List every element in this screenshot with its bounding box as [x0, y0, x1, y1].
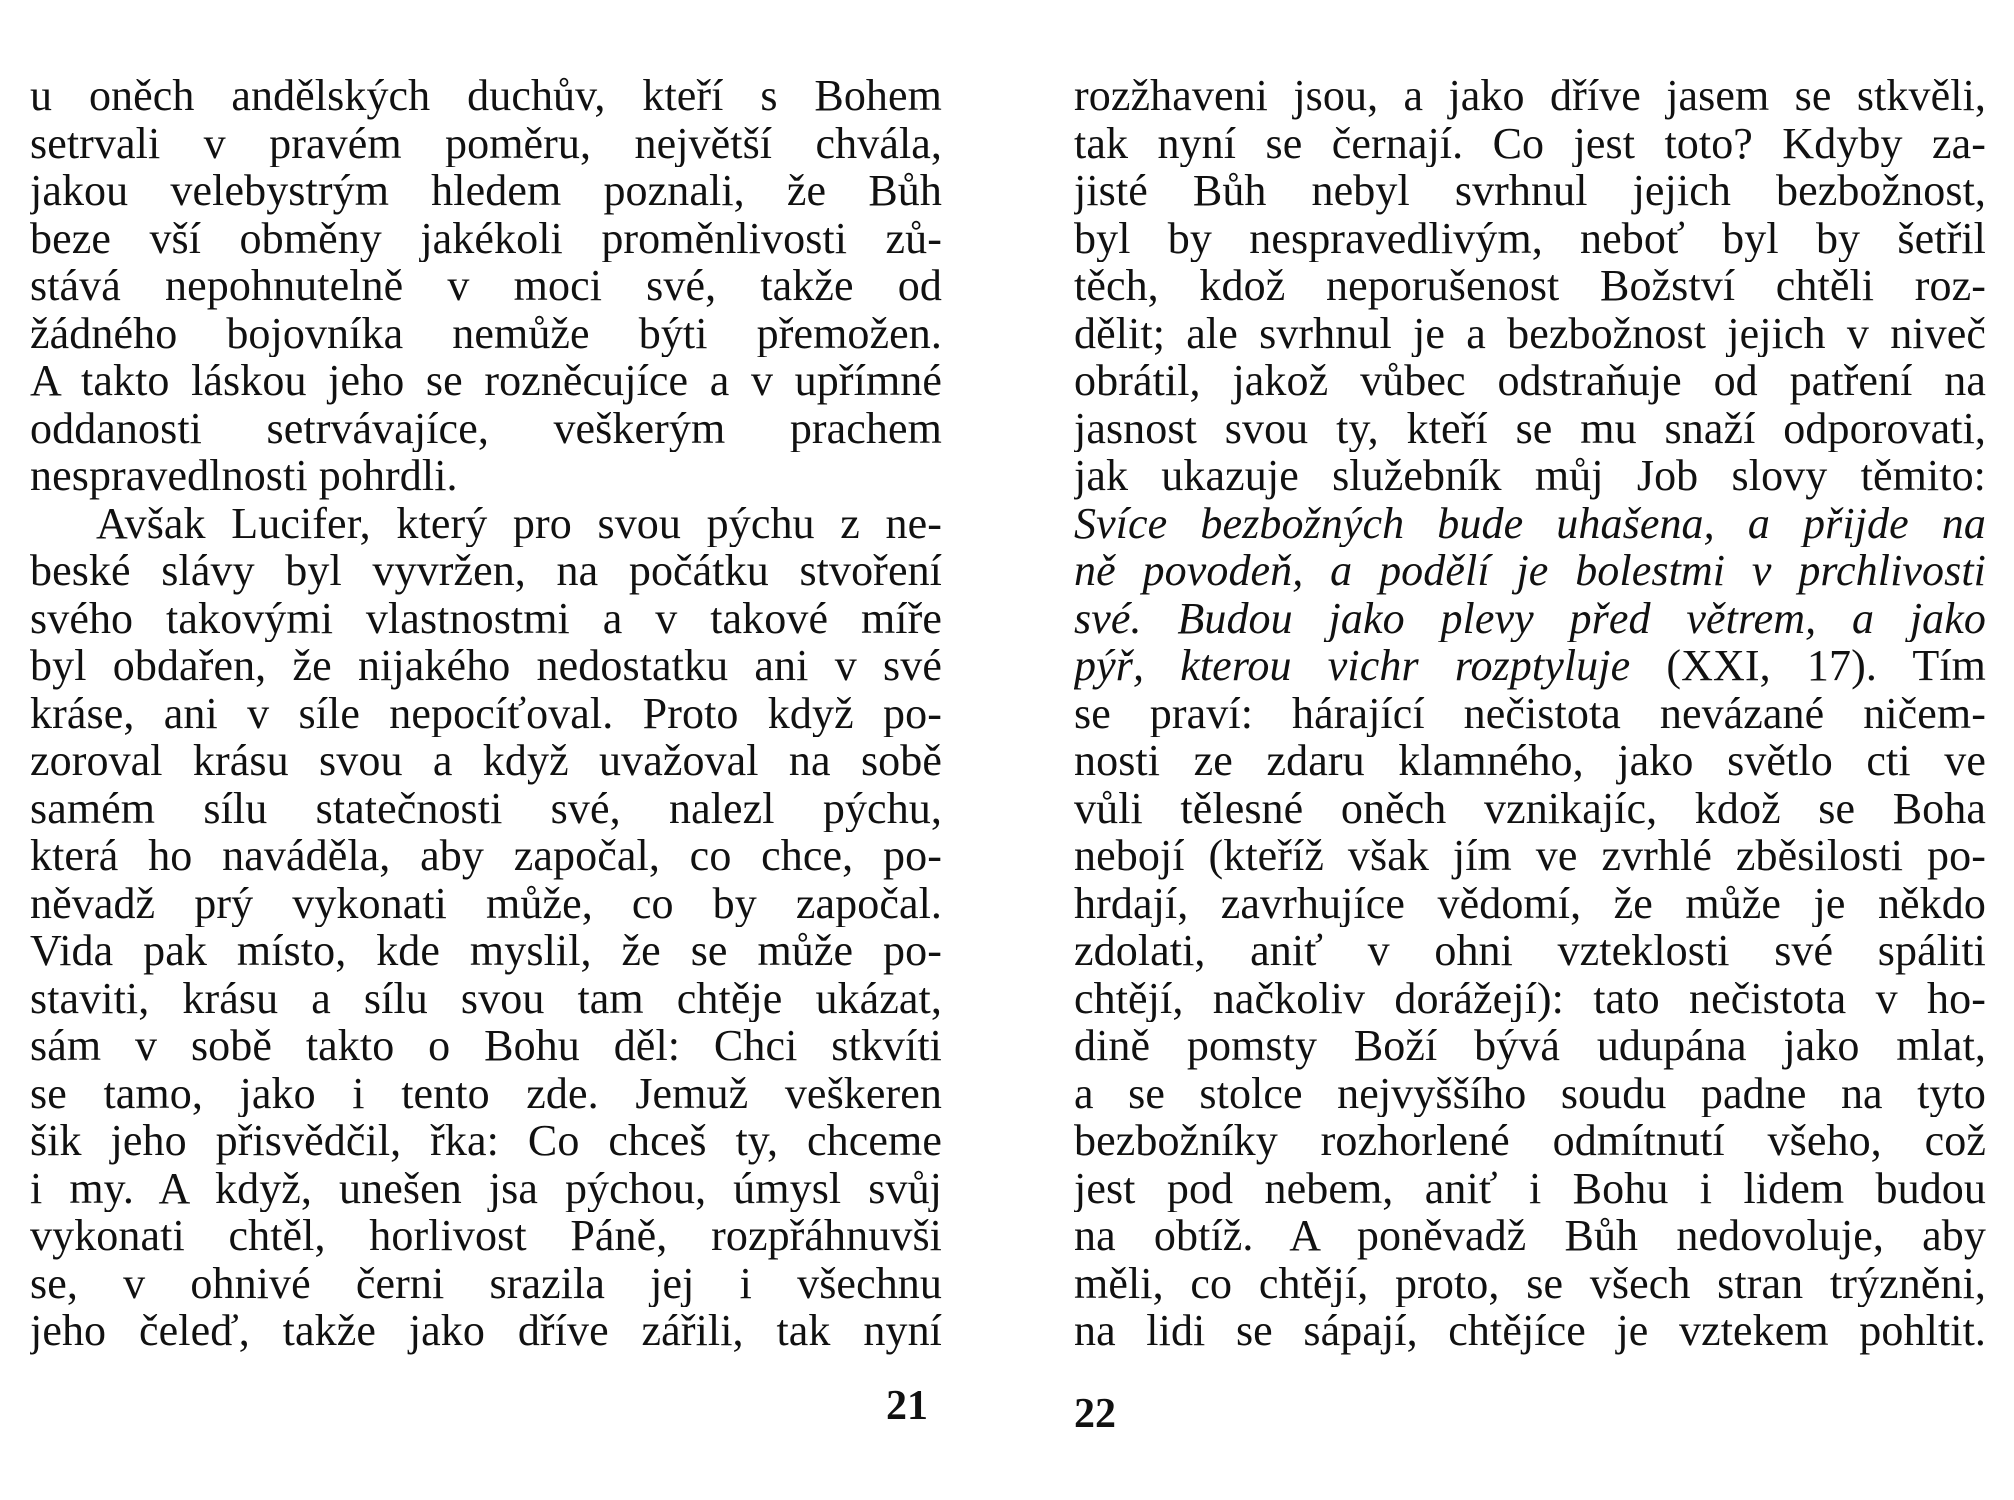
page-number-right: 22 — [1074, 1391, 1116, 1437]
text-line: oddanosti setrvávajíce, veškerým prachem — [30, 404, 942, 452]
text-line: těch, kdož neporušenost Božství chtěli roz- — [1074, 262, 1986, 310]
text-line: obrátil, jakož vůbec odstraňuje od patření na — [1074, 357, 1986, 405]
text-line: byl obdařen, že nijakého nedostatku ani v své — [30, 642, 942, 690]
text-line: na lidi se sápají, chtějíce je vztekem pohltit. — [1074, 1307, 1986, 1355]
citation-text: (XXI, 17). Tím — [1630, 642, 1986, 690]
text-line: dině pomsty Boží bývá udupána jako mlat, — [1074, 1022, 1986, 1070]
text-line: která ho naváděla, aby započal, co chce, po- — [30, 832, 942, 880]
text-line: zdolati, aniť v ohni vzteklosti své spáliti — [1074, 927, 1986, 975]
text-line: šik jeho přisvědčil, řka: Co chceš ty, chceme — [30, 1117, 942, 1165]
text-line: dělit; ale svrhnul je a bezbožnost jejich v niveč — [1074, 309, 1986, 357]
text-line: beze vší obměny jakékoli proměnlivosti zů- — [30, 214, 942, 262]
text-line: zoroval krásu svou a když uvažoval na sobě — [30, 737, 942, 785]
text-line: chtějí, načkoliv dorážejí): tato nečistota v ho- — [1074, 974, 1986, 1022]
text-line: vykonati chtěl, horlivost Páně, rozpřáhnuvši — [30, 1212, 942, 1260]
text-line: jisté Bůh nebyl svrhnul jejich bezbožnost, — [1074, 167, 1986, 215]
text-line: byl by nespravedlivým, neboť byl by šetřil — [1074, 214, 1986, 262]
text-line: a se stolce nejvyššího soudu padne na tyto — [1074, 1069, 1986, 1117]
quotation-end: pýř, kterou vichr rozptyluje — [1074, 642, 1631, 690]
text-line: nespravedlnosti pohrdli. — [30, 451, 458, 500]
quotation-line: Svíce bezbožných bude uhašena, a přijde na — [1074, 499, 1986, 547]
left-page — [30, 72, 942, 1452]
text-line: staviti, krásu a sílu svou tam chtěje ukázat, — [30, 974, 942, 1022]
page-number-left: 21 — [886, 1383, 928, 1429]
text-line: sám v sobě takto o Bohu děl: Chci stkvíti — [30, 1022, 942, 1070]
text-line: měli, co chtějí, proto, se všech stran trýzněni, — [1074, 1259, 1986, 1307]
right-page-text — [1074, 72, 1986, 1355]
paragraph-start-line: Avšak Lucifer, který pro svou pýchu z ne- — [96, 499, 942, 547]
text-line: rozžhaveni jsou, a jako dříve jasem se stkvěli, — [1074, 72, 1986, 120]
quotation-line: ně povodeň, a podělí je bolestmi v prchlivosti — [1074, 547, 1986, 595]
text-line: u oněch andělských duchův, kteří s Bohem — [30, 72, 942, 120]
text-line: tak nyní se černají. Co jest toto? Kdyby za- — [1074, 119, 1986, 167]
text-line: nosti ze zdaru klamného, jako světlo cti ve — [1074, 737, 1986, 785]
right-page — [1074, 72, 1986, 1452]
text-line: stává nepohnutelně v moci své, takže od — [30, 262, 942, 310]
text-line: se praví: hárající nečistota nevázané ničem- — [1074, 689, 1986, 737]
text-line: vůli tělesné oněch vznikajíc, kdož se Boha — [1074, 784, 1986, 832]
text-line: jest pod nebem, aniť i Bohu i lidem budou — [1074, 1164, 1986, 1212]
text-line: se, v ohnivé černi srazila jej i všechnu — [30, 1259, 942, 1307]
text-line: A takto láskou jeho se rozněcujíce a v upřímné — [30, 357, 942, 405]
text-line: jakou velebystrým hledem poznali, že Bůh — [30, 167, 942, 215]
text-line: něvadž prý vykonati může, co by započal. — [30, 879, 942, 927]
text-line: jasnost svou ty, kteří se mu snaží odporovati, — [1074, 404, 1986, 452]
text-line: jeho čeleď, takže jako dříve zářili, tak nyní — [30, 1307, 942, 1355]
left-page-text — [30, 72, 942, 1355]
text-line: Vida pak místo, kde myslil, že se může po- — [30, 927, 942, 975]
text-line: svého takovými vlastnostmi a v takové míře — [30, 594, 942, 642]
text-line: i my. A když, unešen jsa pýchou, úmysl svůj — [30, 1164, 942, 1212]
text-line: hrdají, zavrhujíce vědomí, že může je někdo — [1074, 879, 1986, 927]
quotation-citation-line — [1074, 642, 1986, 690]
text-line: žádného bojovníka nemůže býti přemožen. — [30, 309, 942, 357]
text-line: jak ukazuje služebník můj Job slovy těmito: — [1074, 452, 1986, 500]
text-line: nebojí (kteříž však jím ve zvrhlé zběsilosti po- — [1074, 832, 1986, 880]
text-line: na obtíž. A poněvadž Bůh nedovoluje, aby — [1074, 1212, 1986, 1260]
text-line: kráse, ani v síle nepocíťoval. Proto když po- — [30, 689, 942, 737]
text-line: setrvali v pravém poměru, největší chvála, — [30, 119, 942, 167]
quotation-line: své. Budou jako plevy před větrem, a jako — [1074, 594, 1986, 642]
text-line: beské slávy byl vyvržen, na počátku stvoření — [30, 547, 942, 595]
text-line: bezbožníky rozhorlené odmítnutí všeho, což — [1074, 1117, 1986, 1165]
text-line: se tamo, jako i tento zde. Jemuž veškeren — [30, 1069, 942, 1117]
text-line: samém sílu statečnosti své, nalezl pýchu, — [30, 784, 942, 832]
